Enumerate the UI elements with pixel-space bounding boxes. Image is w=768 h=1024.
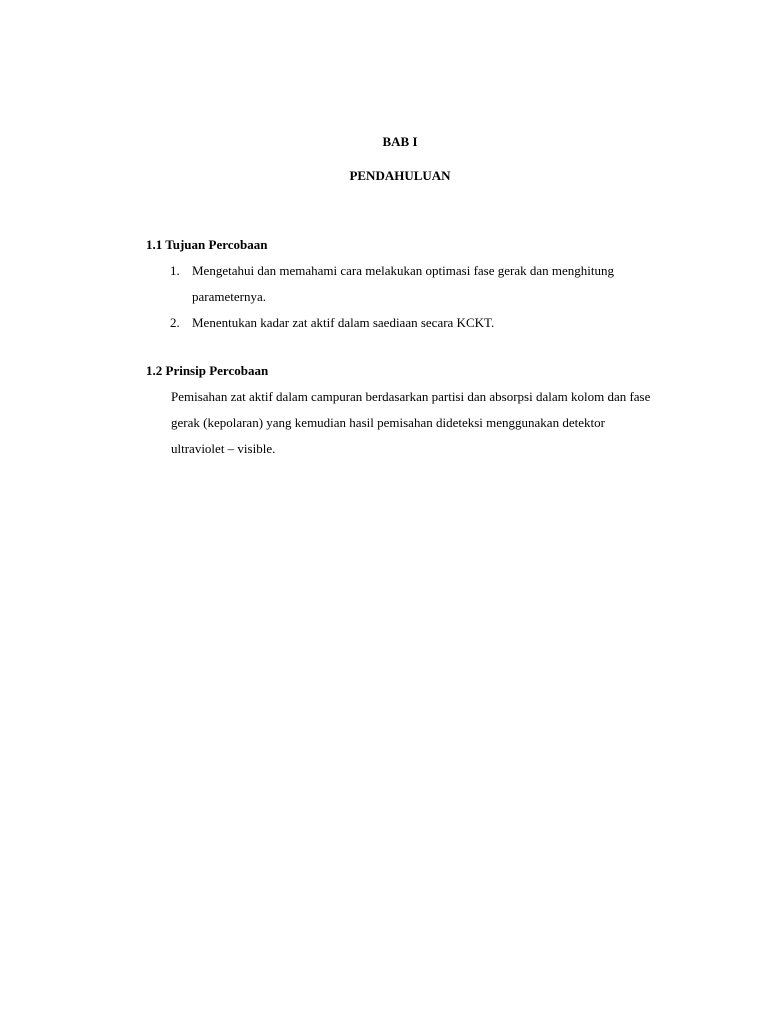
list-item-number: 1. [170, 263, 180, 278]
list-item-text: Mengetahui dan memahami cara melakukan optimasi fase gerak dan menghitung parameternya. [192, 263, 614, 304]
section-principle [146, 363, 666, 462]
principle-paragraph: Pemisahan zat aktif dalam campuran berdasarkan partisi dan absorpsi dalam kolom dan fase gerak (kepolaran) yang kemudian hasil pemisahan dideteksi menggunakan detektor ultraviolet – visible. [171, 389, 651, 456]
list-item [146, 258, 666, 310]
section-heading-objectives: 1.1 Tujuan Percobaan [146, 237, 268, 252]
chapter-title: PENDAHULUAN [349, 168, 451, 183]
section-objectives [146, 237, 666, 336]
chapter-number: BAB I [382, 134, 418, 149]
objective-list [146, 258, 666, 336]
section-heading-principle: 1.2 Prinsip Percobaan [146, 363, 269, 378]
list-item [146, 310, 666, 336]
list-item-text: Menentukan kadar zat aktif dalam saediaan secara KCKT. [192, 315, 495, 330]
list-item-number: 2. [170, 315, 180, 330]
